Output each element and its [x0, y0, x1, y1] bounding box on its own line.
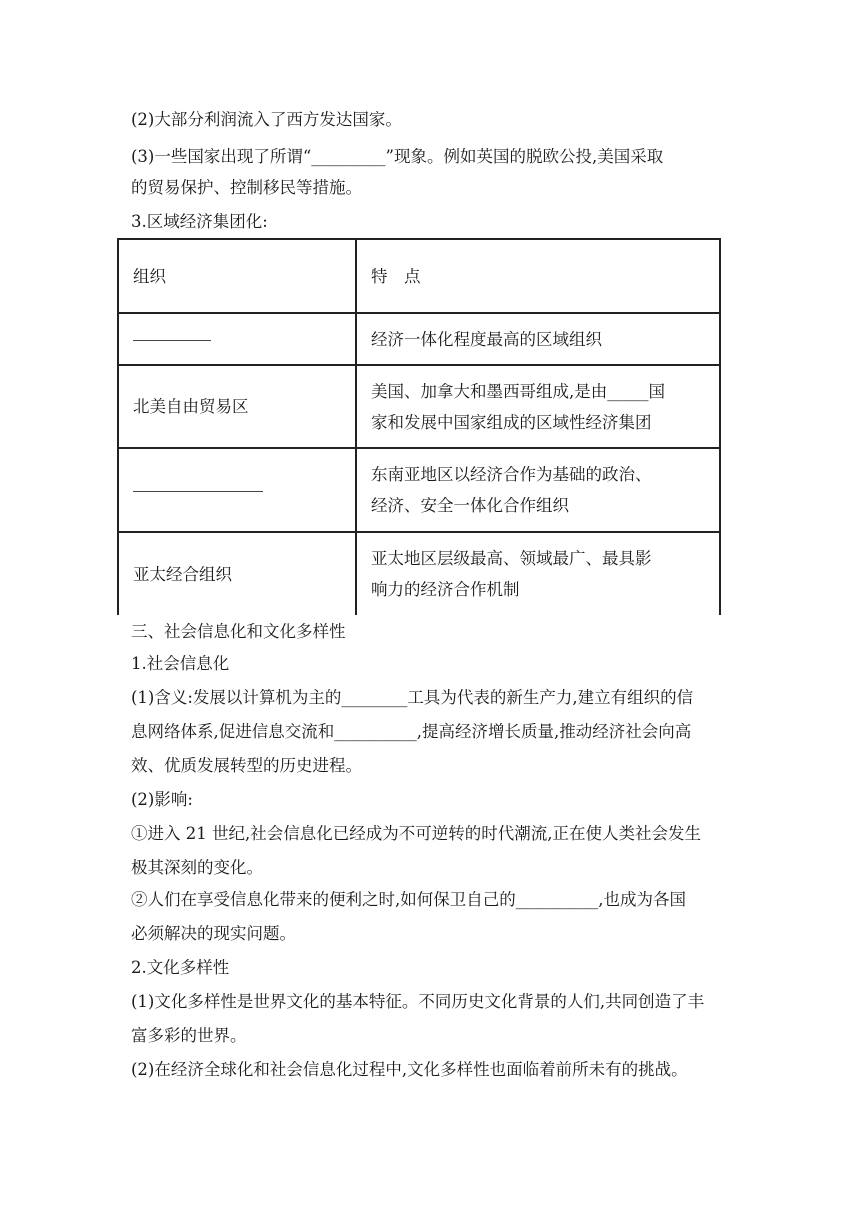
paragraph-phenomenon-line1: (3)一些国家出现了所谓“_________”现象。例如英国的脱欧公投,美国采取	[131, 147, 664, 166]
paragraph-meaning-line3: 效、优质发展转型的历史进程。	[131, 756, 362, 775]
feature-cell	[356, 365, 720, 448]
org-cell: 亚太经合组织	[118, 532, 356, 615]
paragraph-diversity2: (2)在经济全球化和社会信息化过程中,文化多样性也面临着前所未有的挑战。	[131, 1060, 688, 1079]
feature-line: 美国、加拿大和墨西哥组成,是由_____国	[371, 381, 665, 401]
table-row	[118, 448, 720, 532]
feature-line: 响力的经济合作机制	[371, 580, 520, 599]
feature-line: 亚太地区层级最高、领域最广、最具影	[371, 549, 652, 568]
feature-line: 经济一体化程度最高的区域组织	[371, 329, 602, 349]
fill-in-blank	[133, 491, 263, 492]
paragraph-meaning-line2: 息网络体系,促进信息交流和__________,提高经济增长质量,推动经济社会向高	[131, 722, 692, 741]
paragraph-diversity1-line2: 富多彩的世界。	[131, 1026, 247, 1045]
table-row	[118, 313, 720, 365]
paragraph-influence1-line1: ①进入 21 世纪,社会信息化已经成为不可逆转的时代潮流,正在使人类社会发生	[131, 824, 701, 843]
table-row	[118, 532, 720, 615]
org-cell: 北美自由贸易区	[118, 365, 356, 448]
paragraph-phenomenon-line2: 的贸易保护、控制移民等措施。	[131, 178, 362, 197]
paragraph-influence2-line2: 必须解决的现实问题。	[131, 924, 296, 943]
header-features: 特 点	[356, 239, 720, 313]
heading-social-informatization: 1.社会信息化	[131, 654, 230, 673]
paragraph-influence2-line1: ②人们在享受信息化带来的便利之时,如何保卫自己的__________,也成为各国	[131, 890, 686, 909]
heading-regional-economic-groups: 3.区域经济集团化:	[131, 212, 268, 231]
table-row	[118, 365, 720, 448]
feature-line: 经济、安全一体化合作组织	[371, 496, 569, 515]
feature-cell	[356, 313, 720, 365]
table-header-row	[118, 239, 720, 313]
paragraph-meaning-line1: (1)含义:发展以计算机为主的________工具为代表的新生产力,建立有组织的信	[131, 688, 694, 707]
section-title-informatization: 三、社会信息化和文化多样性	[131, 622, 346, 641]
fill-in-blank	[133, 340, 211, 341]
paragraph-diversity1-line1: (1)文化多样性是世界文化的基本特征。不同历史文化背景的人们,共同创造了丰	[131, 992, 705, 1011]
paragraph-influence1-line2: 极其深刻的变化。	[131, 858, 263, 877]
label-influence: (2)影响:	[131, 790, 193, 809]
header-organization: 组织	[118, 239, 356, 313]
feature-cell	[356, 532, 720, 615]
regional-organizations-table	[117, 238, 721, 615]
feature-cell	[356, 448, 720, 532]
feature-line: 家和发展中国家组成的区域性经济集团	[371, 412, 652, 432]
feature-line: 东南亚地区以经济合作为基础的政治、	[371, 465, 652, 484]
org-cell-blank	[118, 313, 356, 365]
paragraph-profit-flow: (2)大部分利润流入了西方发达国家。	[131, 110, 402, 129]
heading-cultural-diversity: 2.文化多样性	[131, 958, 230, 977]
org-cell-blank	[118, 448, 356, 532]
